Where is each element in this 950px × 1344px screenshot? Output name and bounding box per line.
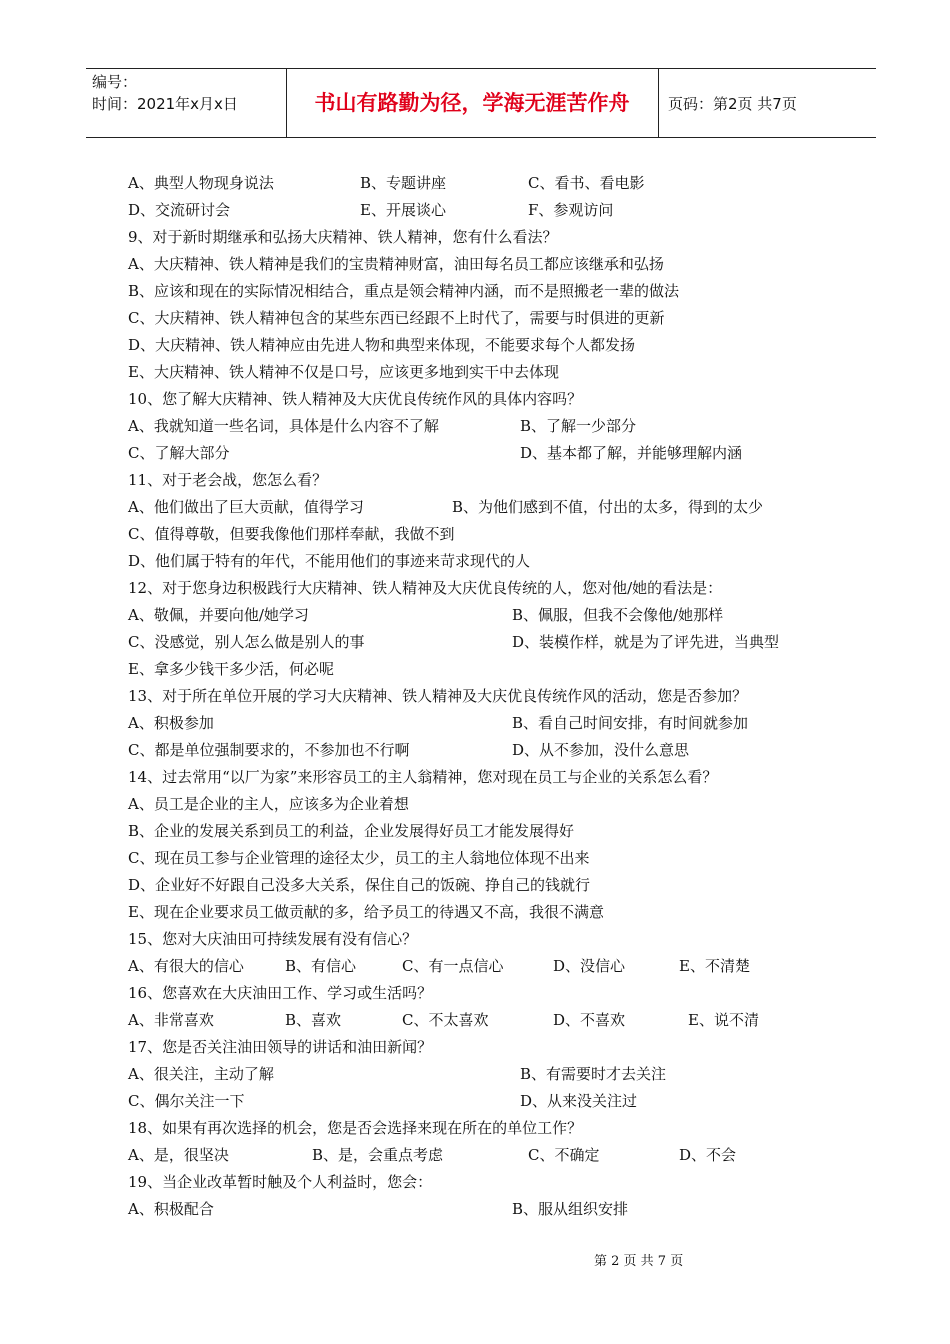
- question-18: 18、如果有再次选择的机会，您是否会选择来现在所在的单位工作？: [128, 1119, 583, 1137]
- page-header: [86, 68, 876, 138]
- header-motto: 书山有路勤为径，学海无涯苦作舟: [314, 91, 630, 115]
- question-10: 10、您了解大庆精神、铁人精神及大庆优良传统作风的具体内容吗？: [128, 390, 583, 408]
- option-a: A、积极参加: [128, 714, 214, 732]
- question-11: 11、对于老会战，您怎么看？: [128, 471, 328, 489]
- option-c: C、不确定: [528, 1146, 600, 1164]
- option-b: B、为他们感到不值，付出的太多，得到的太少: [452, 498, 764, 516]
- option-c: C、看书、看电影: [528, 174, 645, 192]
- option-a: A、员工是企业的主人，应该多为企业着想: [128, 795, 409, 813]
- option-c: C、不太喜欢: [402, 1011, 489, 1029]
- option-c: C、没感觉，别人怎么做是别人的事: [128, 633, 365, 651]
- option-b: B、专题讲座: [360, 174, 447, 192]
- option-b: B、企业的发展关系到员工的利益，企业发展得好员工才能发展得好: [128, 822, 575, 840]
- option-c: C、现在员工参与企业管理的途径太少，员工的主人翁地位体现不出来: [128, 849, 590, 867]
- option-a: A、他们做出了巨大贡献，值得学习: [128, 498, 364, 516]
- option-d: D、从不参加，没什么意思: [512, 741, 690, 759]
- option-a: A、非常喜欢: [128, 1011, 214, 1029]
- option-d: D、不会: [679, 1146, 737, 1164]
- option-e: E、开展谈心: [360, 201, 446, 219]
- option-a: A、是，很坚决: [128, 1146, 229, 1164]
- question-16: 16、您喜欢在大庆油田工作、学习或生活吗？: [128, 984, 433, 1002]
- option-e: E、不清楚: [679, 957, 750, 975]
- option-b: B、应该和现在的实际情况相结合，重点是领会精神内涵，而不是照搬老一辈的做法: [128, 282, 680, 300]
- option-e: E、现在企业要求员工做贡献的多，给予员工的待遇又不高，我很不满意: [128, 903, 604, 921]
- option-a: A、很关注，主动了解: [128, 1065, 274, 1083]
- option-e: E、说不清: [688, 1011, 759, 1029]
- option-d: D、他们属于特有的年代，不能用他们的事迹来苛求现代的人: [128, 552, 531, 570]
- option-a: A、典型人物现身说法: [128, 174, 274, 192]
- option-d: D、交流研讨会: [128, 201, 231, 219]
- option-a: A、敬佩，并要向他/她学习: [128, 606, 309, 624]
- option-a: A、积极配合: [128, 1200, 214, 1218]
- question-12: 12、对于您身边积极践行大庆精神、铁人精神及大庆优良传统的人，您对他/她的看法是：: [128, 579, 723, 597]
- option-b: B、有需要时才去关注: [520, 1065, 667, 1083]
- option-c: C、大庆精神、铁人精神包含的某些东西已经跟不上时代了，需要与时俱进的更新: [128, 309, 665, 327]
- option-c: C、都是单位强制要求的，不参加也不行啊: [128, 741, 410, 759]
- option-d: D、企业好不好跟自己没多大关系，保住自己的饭碗、挣自己的钱就行: [128, 876, 591, 894]
- option-d: D、没信心: [553, 957, 626, 975]
- option-b: B、看自己时间安排，有时间就参加: [512, 714, 749, 732]
- option-d: D、基本都了解，并能够理解内涵: [520, 444, 743, 462]
- footer-page-number: 第 2 页 共 7 页: [594, 1254, 684, 1269]
- question-13: 13、对于所在单位开展的学习大庆精神、铁人精神及大庆优良传统作风的活动，您是否参加？: [128, 687, 748, 705]
- option-d: D、大庆精神、铁人精神应由先进人物和典型来体现，不能要求每个人都发扬: [128, 336, 636, 354]
- option-a: A、大庆精神、铁人精神是我们的宝贵精神财富，油田每名员工都应该继承和弘扬: [128, 255, 664, 273]
- option-b: B、了解一少部分: [520, 417, 637, 435]
- document-number-label: 编号：: [92, 73, 138, 91]
- document-time-label: 时间：2021年x月x日: [92, 95, 238, 113]
- question-15: 15、您对大庆油田可持续发展有没有信心？: [128, 930, 418, 948]
- option-d: D、装模作样，就是为了评先进，当典型: [512, 633, 780, 651]
- question-19: 19、当企业改革暂时触及个人利益时，您会：: [128, 1173, 433, 1191]
- question-14: 14、过去常用“以厂为家”来形容员工的主人翁精神，您对现在员工与企业的关系怎么看？: [128, 768, 718, 786]
- option-a: A、我就知道一些名词，具体是什么内容不了解: [128, 417, 439, 435]
- option-f: F、参观访问: [528, 201, 614, 219]
- option-c: C、有一点信心: [402, 957, 504, 975]
- option-b: B、服从组织安排: [512, 1200, 629, 1218]
- option-e: E、大庆精神、铁人精神不仅是口号，应该更多地到实干中去体现: [128, 363, 559, 381]
- question-9: 9、对于新时期继承和弘扬大庆精神、铁人精神，您有什么看法？: [128, 228, 558, 246]
- option-a: A、有很大的信心: [128, 957, 244, 975]
- option-b: B、喜欢: [285, 1011, 342, 1029]
- option-c: C、值得尊敬，但要我像他们那样奉献，我做不到: [128, 525, 455, 543]
- option-e: E、拿多少钱干多少活，何必呢: [128, 660, 334, 678]
- option-d: D、从来没关注过: [520, 1092, 638, 1110]
- option-c: C、偶尔关注一下: [128, 1092, 245, 1110]
- option-b: B、是，会重点考虑: [312, 1146, 444, 1164]
- header-page-label: 页码：第2页 共7页: [668, 95, 797, 113]
- option-b: B、有信心: [285, 957, 357, 975]
- option-b: B、佩服，但我不会像他/她那样: [512, 606, 724, 624]
- option-d: D、不喜欢: [553, 1011, 626, 1029]
- question-17: 17、您是否关注油田领导的讲话和油田新闻？: [128, 1038, 433, 1056]
- header-divider-right: [658, 69, 659, 137]
- option-c: C、了解大部分: [128, 444, 230, 462]
